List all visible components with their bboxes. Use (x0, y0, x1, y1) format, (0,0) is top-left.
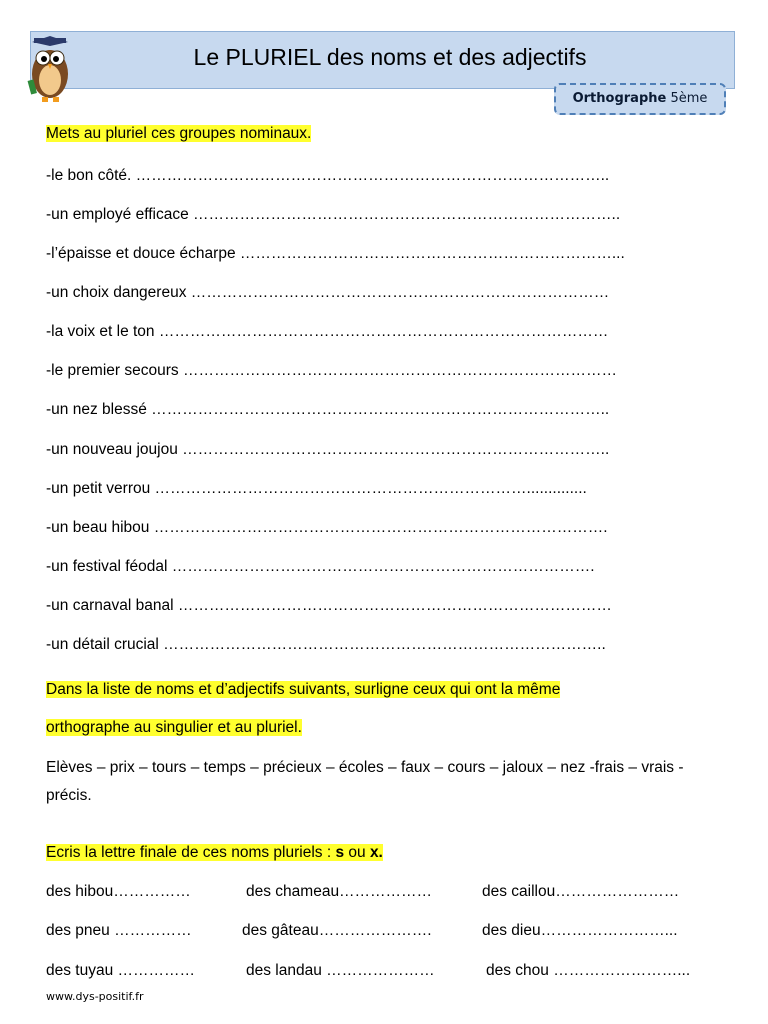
fill-item: des hibou…………… (46, 883, 191, 900)
exercise2-instruction-line2-text: orthographe au singulier et au pluriel. (46, 719, 302, 736)
exercise2-instruction-line2 (46, 718, 302, 738)
list-item: -l’épaisse et douce écharpe ………………………………………………………………... (46, 245, 625, 262)
fill-item: des chameau……………… (246, 883, 433, 900)
exercise1-instruction-text: Mets au pluriel ces groupes nominaux. (46, 125, 312, 142)
fill-item: des pneu …………… (46, 922, 192, 939)
letter-s: s (335, 844, 345, 861)
fill-item: des gâteau…………………. (242, 922, 432, 939)
exercise3-instruction-text: Ecris la lettre finale de ces noms pluriels : (46, 844, 336, 861)
exercise1-instruction (46, 124, 311, 144)
subject-badge (554, 83, 726, 115)
instruction-or: ou (344, 844, 370, 861)
list-item: -le bon côté. ……………………………………………………………………………….. (46, 167, 610, 184)
list-item: -un carnaval banal ………………………………………………………………………… (46, 597, 612, 614)
exercise2-instruction-line1 (46, 680, 560, 700)
fill-item: des caillou…………………… (482, 883, 680, 900)
badge-level: 5ème (666, 91, 708, 106)
list-item: -un petit verrou ……………………………………………………………….............. (46, 480, 587, 497)
list-item: -un nouveau joujou ……………………………………………………………………….. (46, 441, 610, 458)
page-title: Le PLURIEL des noms et des adjectifs (193, 44, 587, 70)
fill-item: des landau ………………… (246, 962, 435, 979)
fill-item: des dieu……………………... (482, 922, 678, 939)
badge-subject: Orthographe (572, 91, 667, 106)
footer-url: www.dys-positif.fr (46, 990, 144, 1003)
list-item: -un choix dangereux ……………………………………………………………………… (46, 284, 610, 301)
fill-item: des chou ……………………... (486, 962, 691, 979)
word-list: Elèves – prix – tours – temps – précieux – écoles – faux – cours – jaloux – nez -frais – vrais - précis. (46, 759, 684, 804)
exercise3-instruction (46, 843, 383, 863)
letter-x: x. (369, 844, 383, 861)
list-item: -un beau hibou ……………………………………………………………………………. (46, 519, 608, 536)
list-item: -un festival féodal ………………………………………………………………………. (46, 558, 595, 575)
list-item: -un détail crucial ………………………………………………………………………….. (46, 636, 606, 653)
list-item: -un nez blessé …………………………………………………………………………….. (46, 401, 610, 418)
exercise2-instruction-line1-text: Dans la liste de noms et d’adjectifs suivants, surligne ceux qui ont la même (46, 681, 561, 698)
list-item: -un employé efficace ……………………………………………………………………….. (46, 206, 621, 223)
fill-item: des tuyau …………… (46, 962, 196, 979)
list-item: -le premier secours ………………………………………………………………………… (46, 362, 617, 379)
list-item: -la voix et le ton …………………………………………………………………………… (46, 323, 609, 340)
